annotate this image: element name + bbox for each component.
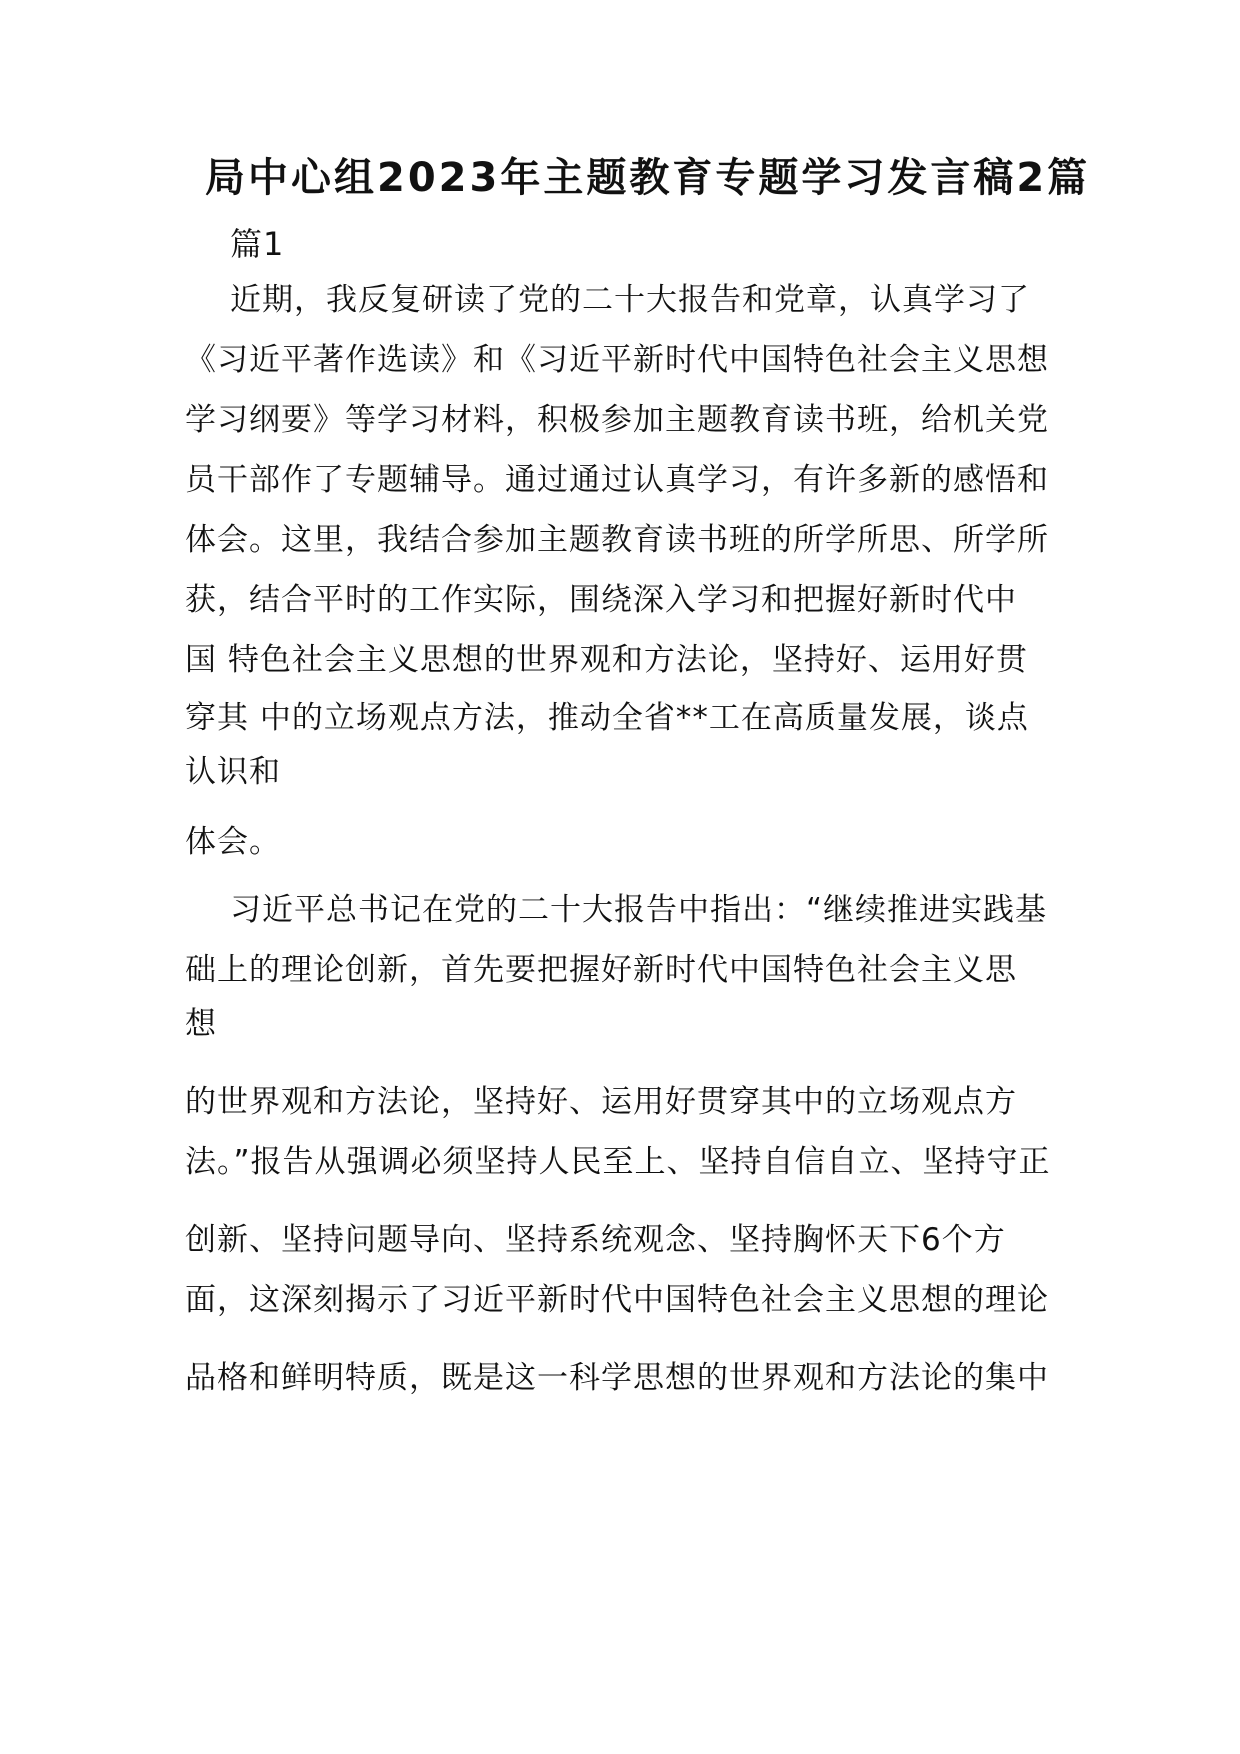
paragraph1-line: 获，结合平时的工作实际，围绕深入学习和把握好新时代中	[185, 582, 1017, 618]
paragraph2-line: 创新、坚持问题导向、坚持系统观念、坚持胸怀天下6个方	[185, 1222, 1006, 1258]
paragraph1-line: 学习纲要》等学习材料，积极参加主题教育读书班，给机关党	[185, 402, 1049, 438]
paragraph1-line: 员干部作了专题辅导。通过通过认真学习，有许多新的感悟和	[185, 462, 1049, 498]
paragraph1-line: 认识和	[185, 754, 281, 790]
paragraph2-line: 面，这深刻揭示了习近平新时代中国特色社会主义思想的理论	[185, 1282, 1049, 1318]
paragraph2-line: 法。”报告从强调必须坚持人民至上、坚持自信自立、坚持守正	[185, 1144, 1051, 1180]
paragraph2-line: 习近平总书记在党的二十大报告中指出：“继续推进实践基	[230, 892, 1048, 928]
paragraph1-line: 近期，我反复研读了党的二十大报告和党章，认真学习了	[230, 282, 1030, 318]
paragraph2-line: 想	[185, 1006, 217, 1042]
paragraph2-line: 的世界观和方法论，坚持好、运用好贯穿其中的立场观点方	[185, 1084, 1017, 1120]
paragraph2-line: 础上的理论创新，首先要把握好新时代中国特色社会主义思	[185, 952, 1017, 988]
document-title: 局中心组2023年主题教育专题学习发言稿2篇	[205, 155, 1091, 201]
paragraph2-line: 品格和鲜明特质，既是这一科学思想的世界观和方法论的集中	[185, 1360, 1049, 1396]
paragraph1-line: 国 特色社会主义思想的世界观和方法论，坚持好、运用好贯	[185, 642, 1028, 678]
section-heading: 篇1	[230, 225, 285, 263]
paragraph1-line: 体会。这里，我结合参加主题教育读书班的所学所思、所学所	[185, 522, 1049, 558]
paragraph1-line: 体会。	[185, 824, 281, 860]
paragraph1-line: 穿其 中的立场观点方法，推动全省**工在高质量发展，谈点	[185, 700, 1029, 736]
paragraph1-line: 《习近平著作选读》和《习近平新时代中国特色社会主义思想	[185, 342, 1049, 378]
